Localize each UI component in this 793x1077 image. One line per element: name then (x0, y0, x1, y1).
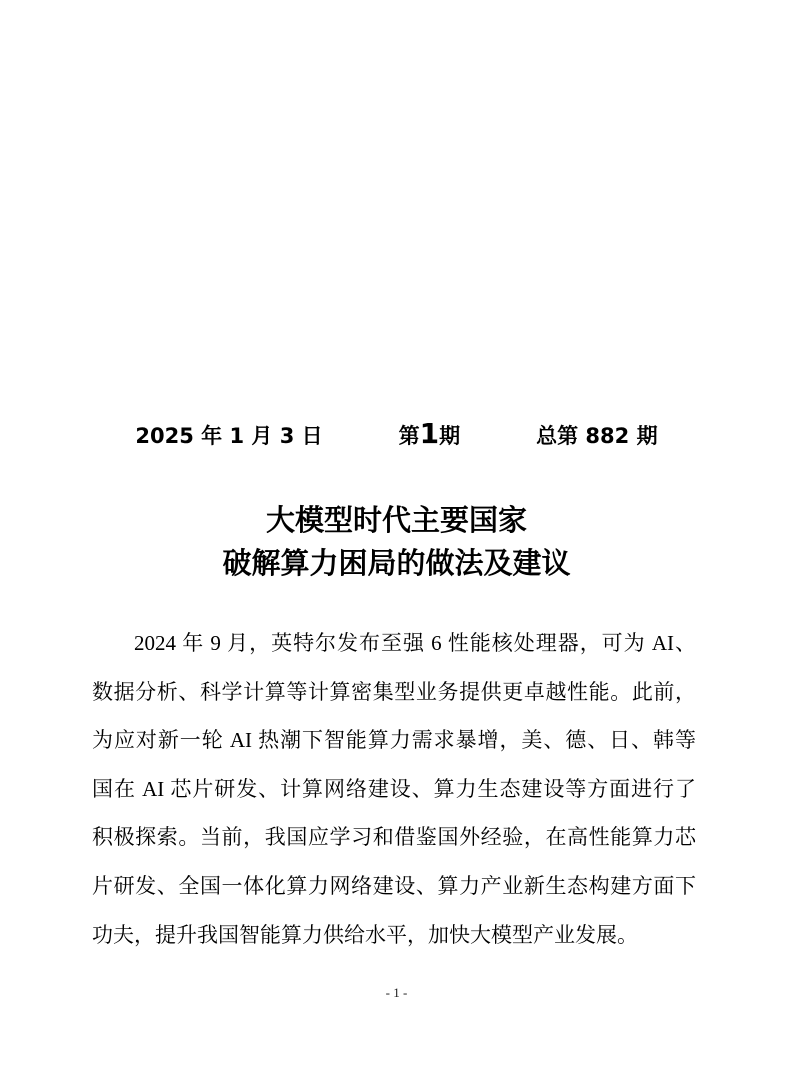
masthead-line (0, 417, 793, 452)
body-paragraph (92, 619, 696, 959)
body-line: 数据分析、科学计算等计算密集型业务提供更卓越性能。此前， (92, 679, 696, 704)
issue-suffix: 期 (439, 424, 461, 448)
page-number: - 1 - (385, 985, 408, 1000)
document-title (0, 499, 793, 585)
issue-label (398, 417, 461, 452)
publication-date: 2025 年 1 月 3 日 (135, 424, 323, 448)
body-line: 为应对新一轮 AI 热潮下智能算力需求暴增，美、德、日、韩等 (92, 728, 696, 753)
issue-number: 1 (419, 417, 440, 450)
body-line: 积极探索。当前，我国应学习和借鉴国外经验，在高性能算力芯 (92, 825, 696, 850)
body-line: 功夫，提升我国智能算力供给水平，加快大模型产业发展。 (92, 922, 638, 947)
issue-prefix: 第 (398, 424, 420, 448)
document-title-line-1: 大模型时代主要国家 (265, 503, 527, 537)
total-issue-label: 总第 882 期 (536, 424, 658, 448)
body-line: 片研发、全国一体化算力网络建设、算力产业新生态构建方面下 (92, 873, 696, 898)
body-line: 2024 年 9 月，英特尔发布至强 6 性能核处理器，可为 AI、 (134, 631, 696, 655)
document-title-line-2: 破解算力困局的做法及建议 (222, 546, 571, 580)
page-footer (0, 984, 793, 1002)
body-line: 国在 AI 芯片研发、计算网络建设、算力生态建设等方面进行了 (92, 776, 696, 801)
